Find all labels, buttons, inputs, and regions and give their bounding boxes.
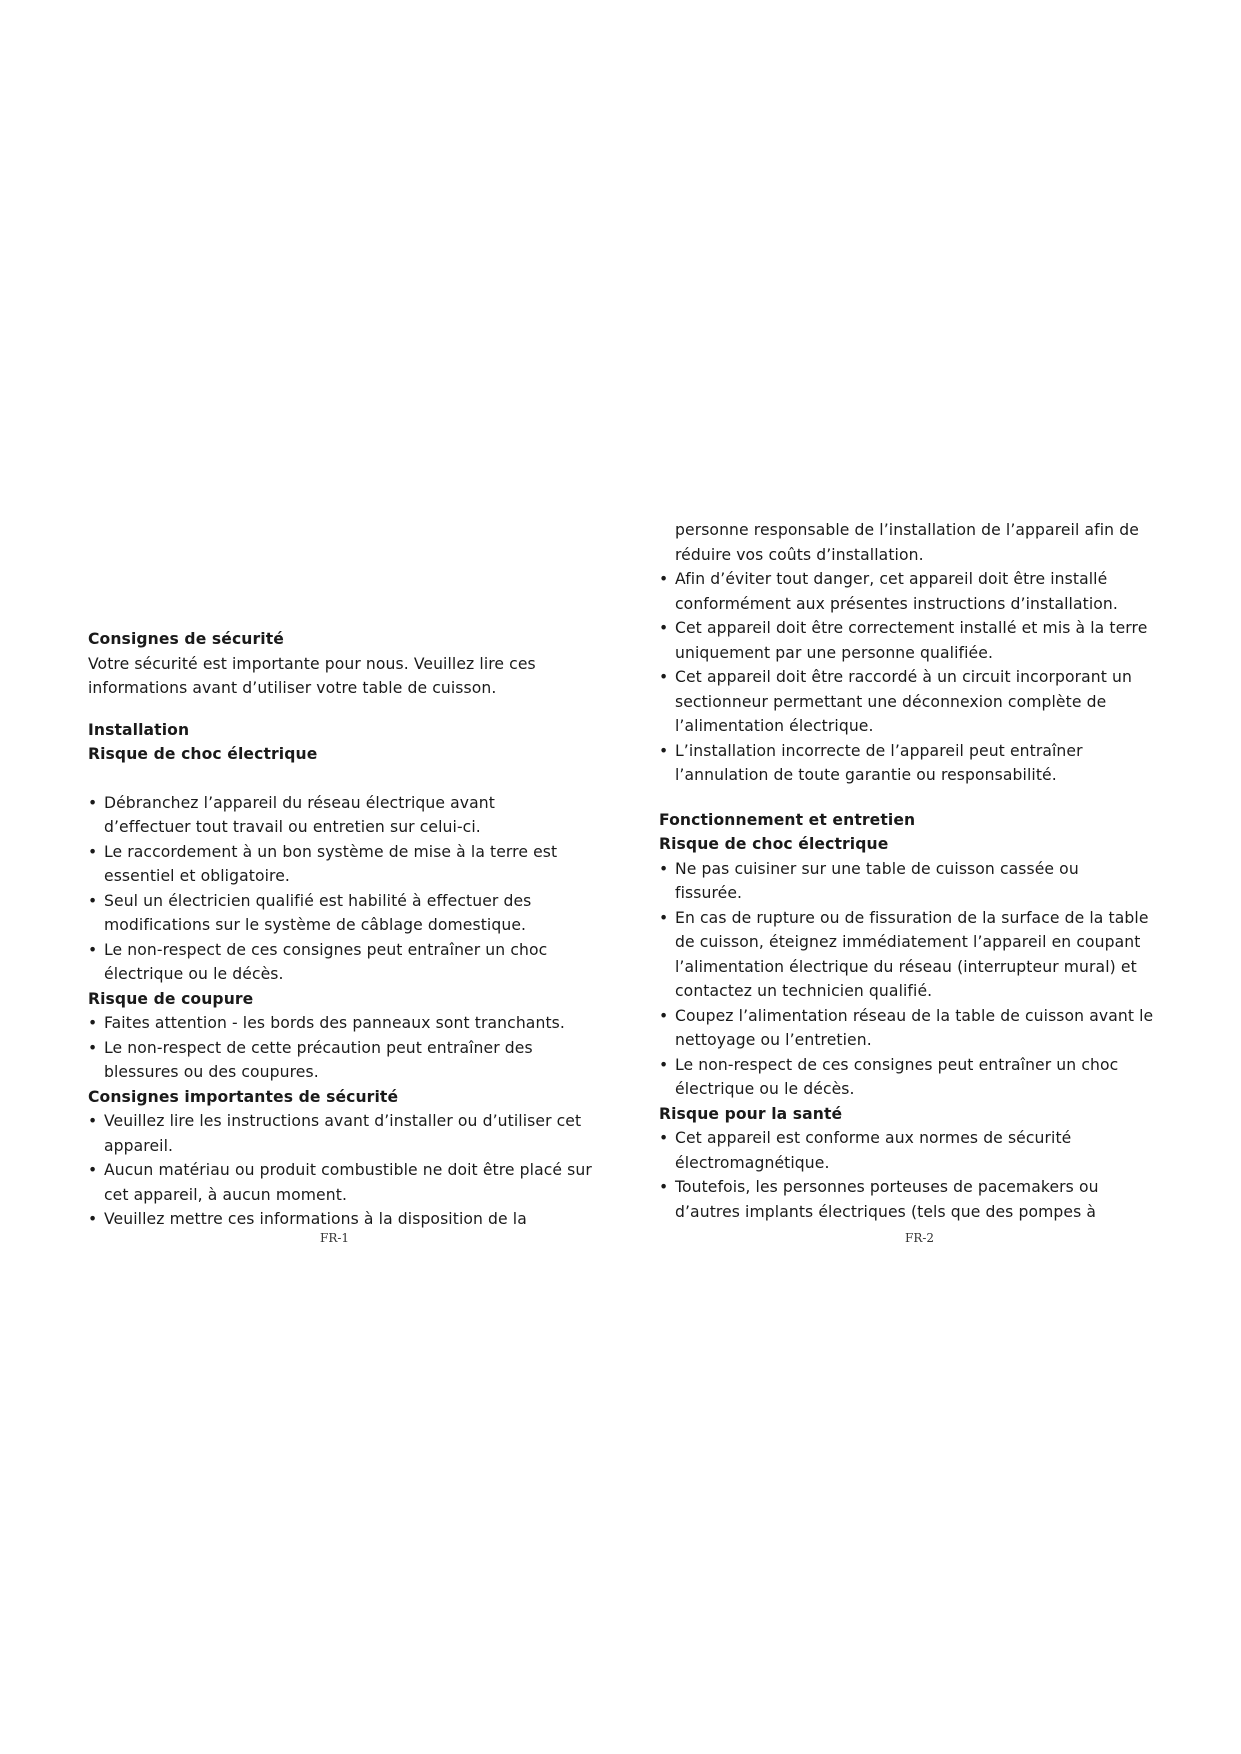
list-item: • Débranchez l’appareil du réseau électrique avant d’effectuer tout travail ou entretien sur celui-ci. bbox=[88, 791, 544, 840]
list-item: • Le non-respect de ces consignes peut entraîner un choc électrique ou le décès. bbox=[659, 1053, 1160, 1102]
install-list-right bbox=[659, 567, 1159, 788]
list-item: • Aucun matériau ou produit combustible ne doit être placé sur cet appareil, à aucun moment. bbox=[88, 1158, 604, 1207]
cut-list bbox=[88, 1011, 608, 1085]
health-list bbox=[659, 1126, 1159, 1224]
list-item: • Veuillez lire les instructions avant d’installer ou d’utiliser cet appareil. bbox=[88, 1109, 594, 1158]
list-item: • L’installation incorrecte de l’appareil peut entraîner l’annulation de toute garantie ou responsabilité. bbox=[659, 739, 1145, 788]
list-item: • Afin d’éviter tout danger, cet appareil doit être installé conformément aux présentes instructions d’installation. bbox=[659, 567, 1155, 616]
important-heading: Consignes importantes de sécurité bbox=[88, 1087, 399, 1106]
shock-heading-right: Risque de choc électrique bbox=[659, 835, 889, 853]
right-column bbox=[659, 518, 1159, 1224]
shock-heading-left: Risque de choc électrique bbox=[88, 745, 318, 763]
list-item: • Cet appareil doit être correctement installé et mis à la terre uniquement par une personne qualifiée. bbox=[659, 616, 1155, 665]
list-item: • Veuillez mettre ces informations à la disposition de la bbox=[88, 1207, 614, 1232]
shock-list-left bbox=[88, 791, 588, 987]
intro-paragraph: Votre sécurité est importante pour nous. Veuillez lire ces informations avant d’utiliser votre table de cuisson. bbox=[88, 654, 536, 697]
list-item: • Toutefois, les personnes porteuses de pacemakers ou d’autres implants électriques (tels que des pompes à bbox=[659, 1175, 1145, 1224]
list-item: • Cet appareil doit être raccordé à un circuit incorporant un sectionneur permettant une déconnexion complète de l’alimentation électrique. bbox=[659, 665, 1163, 739]
list-item: • Seul un électricien qualifié est habilité à effectuer des modifications sur le système de câblage domestique. bbox=[88, 889, 574, 938]
continued-text: personne responsable de l’installation de l’appareil afin de réduire vos coûts d’installation. bbox=[675, 521, 1139, 564]
cut-heading: Risque de coupure bbox=[88, 989, 254, 1008]
installation-heading: Installation bbox=[88, 720, 190, 739]
list-item: • Le raccordement à un bon système de mise à la terre est essentiel et obligatoire. bbox=[88, 840, 589, 889]
section-title: Consignes de sécurité bbox=[88, 630, 284, 648]
left-column bbox=[88, 627, 608, 1232]
operation-heading: Fonctionnement et entretien bbox=[659, 810, 916, 829]
page-number-left: FR-1 bbox=[320, 1231, 350, 1245]
important-list bbox=[88, 1109, 608, 1232]
list-item: • Ne pas cuisiner sur une table de cuisson cassée ou fissurée. bbox=[659, 857, 1115, 906]
list-item: • En cas de rupture ou de fissuration de la surface de la table de cuisson, éteignez immédiatement l’appareil en coupant l’alimentation électrique du réseau (interrupteur mural) et contactez un technicien qualifié. bbox=[659, 906, 1155, 1004]
list-item: • Faites attention - les bords des panneaux sont tranchants. bbox=[88, 1011, 614, 1036]
list-item: • Le non-respect de ces consignes peut entraîner un choc électrique ou le décès. bbox=[88, 938, 589, 987]
list-item: • Coupez l’alimentation réseau de la table de cuisson avant le nettoyage ou l’entretien. bbox=[659, 1004, 1167, 1053]
list-item: • Le non-respect de cette précaution peut entraîner des blessures ou des coupures. bbox=[88, 1036, 579, 1085]
page-number-right: FR-2 bbox=[905, 1231, 935, 1245]
health-heading: Risque pour la santé bbox=[659, 1104, 843, 1123]
list-item: • Cet appareil est conforme aux normes de sécurité électromagnétique. bbox=[659, 1126, 1125, 1175]
shock-list-right bbox=[659, 857, 1159, 1102]
